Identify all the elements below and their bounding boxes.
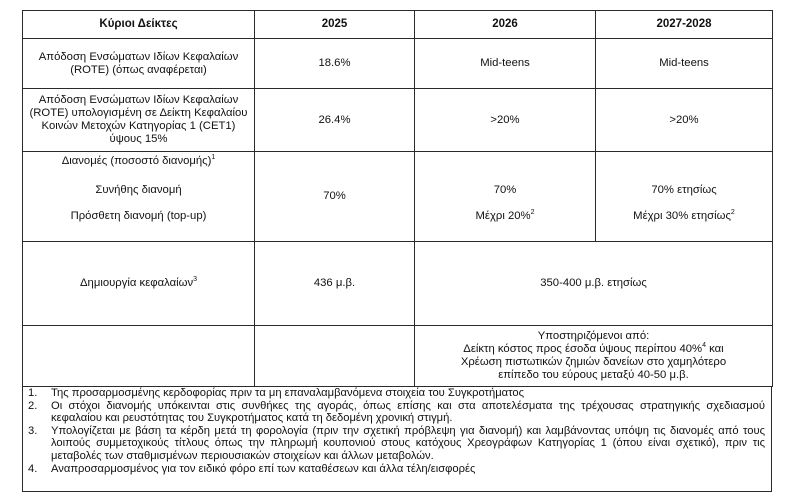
topup-2026: Μέχρι 20%$^2$ bbox=[475, 209, 535, 222]
supported-by-text bbox=[415, 326, 773, 387]
topup-distribution-label: Πρόσθετη διανομή (top-up) bbox=[70, 210, 207, 222]
row-supported-by bbox=[23, 326, 773, 387]
rote-2027-2028: Mid-teens bbox=[596, 39, 773, 89]
footnote-number: 2. bbox=[28, 399, 38, 412]
rote-label: Απόδοση Ενσώματων Ιδίων Κεφαλαίων (ROTE) (όπως αναφέρεται) bbox=[23, 39, 255, 89]
rote-2025: 18.6% bbox=[255, 39, 415, 89]
supported-empty-label bbox=[23, 326, 255, 387]
footnote-number: 4. bbox=[28, 462, 38, 475]
supported-line-4: επίπεδο του εύρους μεταξύ 40-50 μ.β. bbox=[498, 368, 689, 381]
row-capital-generation bbox=[23, 242, 773, 326]
capital-2026-2028: 350-400 μ.β. ετησίως bbox=[415, 242, 773, 326]
rote-cet1-label: Απόδοση Ενσώματων Ιδίων Κεφαλαίων (ROTE) υπολογισμένη σε Δείκτη Κεφαλαίου Κοινών Μετοχών Κατηγορίας 1 (CET1) ύψους 15% bbox=[23, 89, 255, 152]
rote-cet1-2025: 26.4% bbox=[255, 89, 415, 152]
footnote-ref-2: 2 bbox=[530, 209, 535, 217]
header-2026: 2026 bbox=[415, 11, 596, 39]
footnote-number: 3. bbox=[28, 424, 38, 437]
key-indicators-table bbox=[22, 10, 773, 387]
supported-empty-2025 bbox=[255, 326, 415, 387]
rote-2026: Mid-teens bbox=[415, 39, 596, 89]
supported-line-3: Χρέωση πιστωτικών ζημιών δανείων στο χαμηλότερο bbox=[460, 356, 727, 368]
supported-line-1: Υποστηριζόμενοι από: bbox=[537, 330, 650, 343]
footnote-4 bbox=[28, 463, 765, 476]
row-distributions bbox=[23, 152, 773, 242]
header-2025: 2025 bbox=[255, 11, 415, 39]
rote-cet1-2027-2028: >20% bbox=[596, 89, 773, 152]
distributions-label-cell bbox=[23, 152, 255, 242]
footnote-text: Οι στόχοι διανομής υπόκεινται στις συνθήκες της αγοράς, όπως επίσης και στα αποτελέσματα της τρέχουσας στρατηγικής σχεδιασμού κεφαλαίου και ρευστότητας του Συγκροτήματος κατά τη δεδομένη χρονική στιγμή. bbox=[51, 399, 765, 425]
supported-line-2: Δείκτη κόστος προς έσοδα ύψους περίπου 40%$^4$ και bbox=[463, 342, 724, 356]
footnotes bbox=[22, 386, 772, 492]
footnote-3 bbox=[28, 425, 765, 463]
capital-2025: 436 μ.β. bbox=[255, 242, 415, 326]
header-indicators: Κύριοι Δείκτες bbox=[23, 11, 255, 39]
footnote-text: Υπολογίζεται με βάση τα κέρδη μετά τη φορολογία (πριν την σχετική πρόβλεψη για διανομή) και λαμβάνοντας υπόψη τις διανομές από τους λοιπούς συμμετοχικούς τίτλους όπως την πληρωμή κουπονιού στους κατόχους Χρεογράφων Κατηγορίας 1 (όπου είναι σχετικό), πριν τις μεταβολές των σταθμισμένων περιουσιακών στοιχείων και άλλων μεταβολών. bbox=[51, 424, 765, 462]
footnote-ref-2b: 2 bbox=[730, 209, 735, 217]
footnote-2 bbox=[28, 400, 765, 425]
footnote-number: 1. bbox=[28, 387, 38, 399]
footnote-ref-4: 4 bbox=[702, 342, 706, 350]
header-2027-2028: 2027-2028 bbox=[596, 11, 773, 39]
distributions-2027-2028 bbox=[596, 152, 773, 242]
rote-cet1-2026: >20% bbox=[415, 89, 596, 152]
distributions-title: Διανομές (ποσοστό διανομής)$^1$ bbox=[61, 154, 216, 167]
footnote-ref-3: 3 bbox=[193, 276, 197, 284]
row-rote-cet1 bbox=[23, 89, 773, 152]
regular-distribution-label: Συνήθης διανομή bbox=[95, 184, 182, 196]
footnote-1 bbox=[28, 387, 765, 400]
regular-2027-2028: 70% ετησίως bbox=[651, 184, 717, 196]
distributions-sublabels bbox=[26, 184, 251, 223]
distributions-2025: 70% bbox=[255, 152, 415, 242]
footnote-ref-1: 1 bbox=[211, 154, 216, 162]
distributions-2026 bbox=[415, 152, 596, 242]
regular-2026: 70% bbox=[493, 184, 517, 196]
footnote-text: Αναπροσαρμοσμένος για τον ειδικό φόρο επί των καταθέσεων και άλλα τέλη/εισφορές bbox=[51, 462, 476, 475]
capital-label: Δημιουργία κεφαλαίων$^3$ bbox=[23, 242, 255, 326]
header-row bbox=[23, 11, 773, 39]
row-rote bbox=[23, 39, 773, 89]
topup-2027-2028: Μέχρι 30% ετησίως$^2$ bbox=[633, 209, 735, 222]
footnote-text: Της προσαρμοσμένης κερδοφορίας πριν τα μη επαναλαμβανόμενα στοιχεία του Συγκροτήματος bbox=[51, 387, 524, 399]
